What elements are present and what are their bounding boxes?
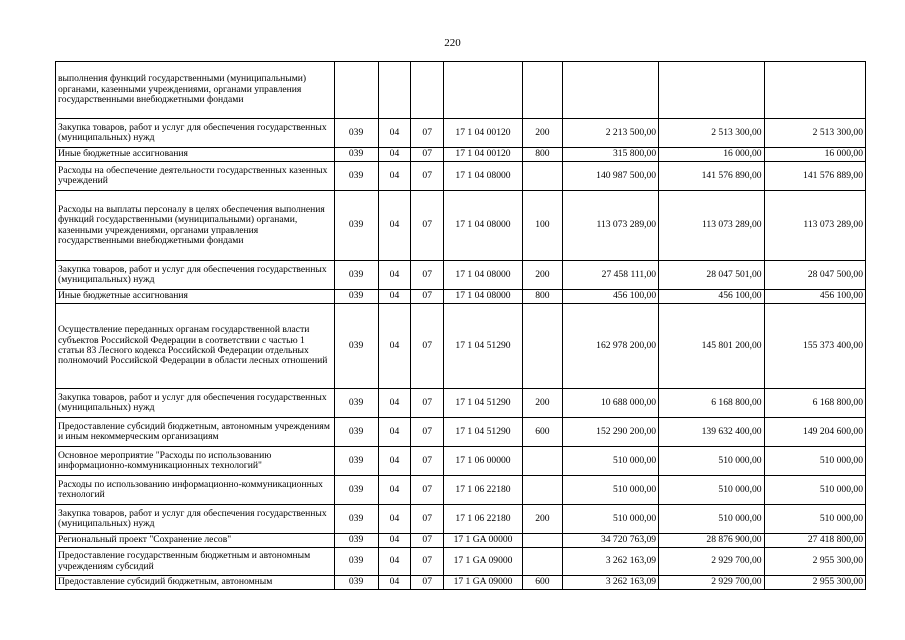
target-article-code: 17 1 04 08000	[444, 261, 523, 290]
expense-type-code: 200	[522, 119, 562, 148]
amount-year-3: 456 100,00	[764, 290, 865, 304]
row-name: Предоставление субсидий бюджетным, автономным	[56, 576, 335, 590]
subsection-code: 07	[411, 191, 444, 261]
row-name: Иные бюджетные ассигнования	[56, 290, 335, 304]
subsection-code: 07	[411, 476, 444, 505]
row-name: Предоставление государственным бюджетным и автономным учреждениям субсидий	[56, 548, 335, 576]
section-code: 04	[378, 389, 411, 418]
target-article-code: 17 1 04 51290	[444, 304, 523, 389]
row-name: Закупка товаров, работ и услуг для обеспечения государственных (муниципальных) нужд	[56, 261, 335, 290]
subsection-code: 07	[411, 119, 444, 148]
target-article-code: 17 1 GA 09000	[444, 548, 523, 576]
target-article-code: 17 1 04 51290	[444, 418, 523, 447]
target-article-code: 17 1 04 00120	[444, 119, 523, 148]
expense-type-code: 200	[522, 505, 562, 534]
grbs-code: 039	[334, 304, 378, 389]
target-article-code: 17 1 GA 09000	[444, 576, 523, 590]
grbs-code: 039	[334, 162, 378, 191]
subsection-code	[411, 62, 444, 119]
grbs-code: 039	[334, 418, 378, 447]
target-article-code: 17 1 04 00120	[444, 148, 523, 162]
target-article-code: 17 1 04 08000	[444, 162, 523, 191]
amount-year-2: 510 000,00	[659, 447, 764, 476]
table-row	[56, 505, 866, 534]
amount-year-2: 510 000,00	[659, 505, 764, 534]
amount-year-2: 28 047 501,00	[659, 261, 764, 290]
expense-type-code	[522, 476, 562, 505]
amount-year-1: 3 262 163,09	[562, 548, 658, 576]
subsection-code: 07	[411, 447, 444, 476]
amount-year-2: 28 876 900,00	[659, 534, 764, 548]
amount-year-1: 140 987 500,00	[562, 162, 658, 191]
amount-year-2: 2 513 300,00	[659, 119, 764, 148]
amount-year-3: 155 373 400,00	[764, 304, 865, 389]
grbs-code: 039	[334, 119, 378, 148]
amount-year-3: 27 418 800,00	[764, 534, 865, 548]
amount-year-3: 16 000,00	[764, 148, 865, 162]
amount-year-1: 34 720 763,09	[562, 534, 658, 548]
table-row	[56, 290, 866, 304]
target-article-code: 17 1 06 22180	[444, 476, 523, 505]
amount-year-1: 162 978 200,00	[562, 304, 658, 389]
page-number: 220	[444, 37, 461, 49]
grbs-code: 039	[334, 476, 378, 505]
section-code: 04	[378, 548, 411, 576]
amount-year-1: 27 458 111,00	[562, 261, 658, 290]
grbs-code: 039	[334, 389, 378, 418]
table-row	[56, 476, 866, 505]
amount-year-3: 141 576 889,00	[764, 162, 865, 191]
row-name: Расходы по использованию информационно-коммуникационных технологий	[56, 476, 335, 505]
section-code: 04	[378, 148, 411, 162]
amount-year-1: 510 000,00	[562, 505, 658, 534]
section-code: 04	[378, 534, 411, 548]
table-row	[56, 62, 866, 119]
subsection-code: 07	[411, 162, 444, 191]
amount-year-1: 3 262 163,09	[562, 576, 658, 590]
table-row	[56, 119, 866, 148]
amount-year-2: 113 073 289,00	[659, 191, 764, 261]
section-code: 04	[378, 119, 411, 148]
row-name: Региональный проект "Сохранение лесов"	[56, 534, 335, 548]
amount-year-2: 16 000,00	[659, 148, 764, 162]
row-name: Закупка товаров, работ и услуг для обеспечения государственных (муниципальных) нужд	[56, 119, 335, 148]
section-code: 04	[378, 418, 411, 447]
section-code: 04	[378, 290, 411, 304]
amount-year-3: 2 955 300,00	[764, 548, 865, 576]
target-article-code: 17 1 06 00000	[444, 447, 523, 476]
target-article-code: 17 1 GA 00000	[444, 534, 523, 548]
grbs-code: 039	[334, 505, 378, 534]
table-row	[56, 447, 866, 476]
target-article-code: 17 1 04 51290	[444, 389, 523, 418]
row-name: Закупка товаров, работ и услуг для обеспечения государственных (муниципальных) нужд	[56, 505, 335, 534]
subsection-code: 07	[411, 389, 444, 418]
row-name: выполнения функций государственными (муниципальными) органами, казенными учреждениями, органами управления государственными внебюджетными фондами	[56, 62, 335, 119]
amount-year-2: 141 576 890,00	[659, 162, 764, 191]
amount-year-3: 510 000,00	[764, 476, 865, 505]
row-name: Расходы на обеспечение деятельности государственных казенных учреждений	[56, 162, 335, 191]
grbs-code: 039	[334, 576, 378, 590]
section-code: 04	[378, 447, 411, 476]
table-row	[56, 534, 866, 548]
amount-year-1: 10 688 000,00	[562, 389, 658, 418]
grbs-code: 039	[334, 191, 378, 261]
section-code: 04	[378, 162, 411, 191]
amount-year-2: 139 632 400,00	[659, 418, 764, 447]
table-row	[56, 148, 866, 162]
subsection-code: 07	[411, 505, 444, 534]
amount-year-3: 113 073 289,00	[764, 191, 865, 261]
amount-year-3: 510 000,00	[764, 447, 865, 476]
grbs-code: 039	[334, 534, 378, 548]
section-code: 04	[378, 576, 411, 590]
row-name: Основное мероприятие "Расходы по использованию информационно-коммуникационных технологий"	[56, 447, 335, 476]
amount-year-3: 2 513 300,00	[764, 119, 865, 148]
expense-type-code	[522, 534, 562, 548]
amount-year-3: 28 047 500,00	[764, 261, 865, 290]
expense-type-code: 800	[522, 148, 562, 162]
target-article-code: 17 1 06 22180	[444, 505, 523, 534]
row-name: Иные бюджетные ассигнования	[56, 148, 335, 162]
amount-year-2: 145 801 200,00	[659, 304, 764, 389]
section-code	[378, 62, 411, 119]
section-code: 04	[378, 505, 411, 534]
table-row	[56, 304, 866, 389]
grbs-code	[334, 62, 378, 119]
table-row	[56, 548, 866, 576]
table-body	[56, 62, 866, 590]
amount-year-3: 510 000,00	[764, 505, 865, 534]
amount-year-3: 6 168 800,00	[764, 389, 865, 418]
table-row	[56, 162, 866, 191]
amount-year-1: 315 800,00	[562, 148, 658, 162]
amount-year-1: 456 100,00	[562, 290, 658, 304]
expense-type-code	[522, 447, 562, 476]
row-name: Предоставление субсидий бюджетным, автономным учреждениям и иным некоммерческим организациям	[56, 418, 335, 447]
expense-type-code	[522, 548, 562, 576]
table-row	[56, 389, 866, 418]
amount-year-1: 2 213 500,00	[562, 119, 658, 148]
target-article-code: 17 1 04 08000	[444, 191, 523, 261]
row-name: Расходы на выплаты персоналу в целях обеспечения выполнения функций государственными (муниципальными) органами, казенными учреждениями, органами управления государственными внебюджетными фондами	[56, 191, 335, 261]
target-article-code: 17 1 04 08000	[444, 290, 523, 304]
grbs-code: 039	[334, 261, 378, 290]
expense-type-code: 600	[522, 418, 562, 447]
expense-type-code	[522, 304, 562, 389]
amount-year-1: 510 000,00	[562, 476, 658, 505]
amount-year-2: 2 929 700,00	[659, 576, 764, 590]
subsection-code: 07	[411, 261, 444, 290]
subsection-code: 07	[411, 548, 444, 576]
amount-year-1	[562, 62, 658, 119]
amount-year-2: 2 929 700,00	[659, 548, 764, 576]
expense-type-code: 200	[522, 261, 562, 290]
expense-type-code: 100	[522, 191, 562, 261]
section-code: 04	[378, 476, 411, 505]
amount-year-2: 456 100,00	[659, 290, 764, 304]
amount-year-1: 152 290 200,00	[562, 418, 658, 447]
subsection-code: 07	[411, 304, 444, 389]
amount-year-3	[764, 62, 865, 119]
amount-year-2	[659, 62, 764, 119]
subsection-code: 07	[411, 418, 444, 447]
budget-table	[55, 61, 866, 590]
grbs-code: 039	[334, 290, 378, 304]
amount-year-2: 510 000,00	[659, 476, 764, 505]
expense-type-code: 200	[522, 389, 562, 418]
section-code: 04	[378, 261, 411, 290]
subsection-code: 07	[411, 290, 444, 304]
row-name: Осуществление переданных органам государственной власти субъектов Российской Федерации в соответствии с частью 1 статьи 83 Лесного кодекса Российской Федерации отдельных полномочий Российской Федерации в области лесных отношений	[56, 304, 335, 389]
target-article-code	[444, 62, 523, 119]
table-row	[56, 418, 866, 447]
expense-type-code	[522, 62, 562, 119]
subsection-code: 07	[411, 148, 444, 162]
amount-year-1: 510 000,00	[562, 447, 658, 476]
section-code: 04	[378, 304, 411, 389]
amount-year-1: 113 073 289,00	[562, 191, 658, 261]
expense-type-code	[522, 162, 562, 191]
grbs-code: 039	[334, 447, 378, 476]
amount-year-2: 6 168 800,00	[659, 389, 764, 418]
expense-type-code: 600	[522, 576, 562, 590]
row-name: Закупка товаров, работ и услуг для обеспечения государственных (муниципальных) нужд	[56, 389, 335, 418]
amount-year-3: 2 955 300,00	[764, 576, 865, 590]
section-code: 04	[378, 191, 411, 261]
subsection-code: 07	[411, 576, 444, 590]
table-row	[56, 576, 866, 590]
subsection-code: 07	[411, 534, 444, 548]
amount-year-3: 149 204 600,00	[764, 418, 865, 447]
table-row	[56, 261, 866, 290]
table-row	[56, 191, 866, 261]
expense-type-code: 800	[522, 290, 562, 304]
grbs-code: 039	[334, 148, 378, 162]
grbs-code: 039	[334, 548, 378, 576]
